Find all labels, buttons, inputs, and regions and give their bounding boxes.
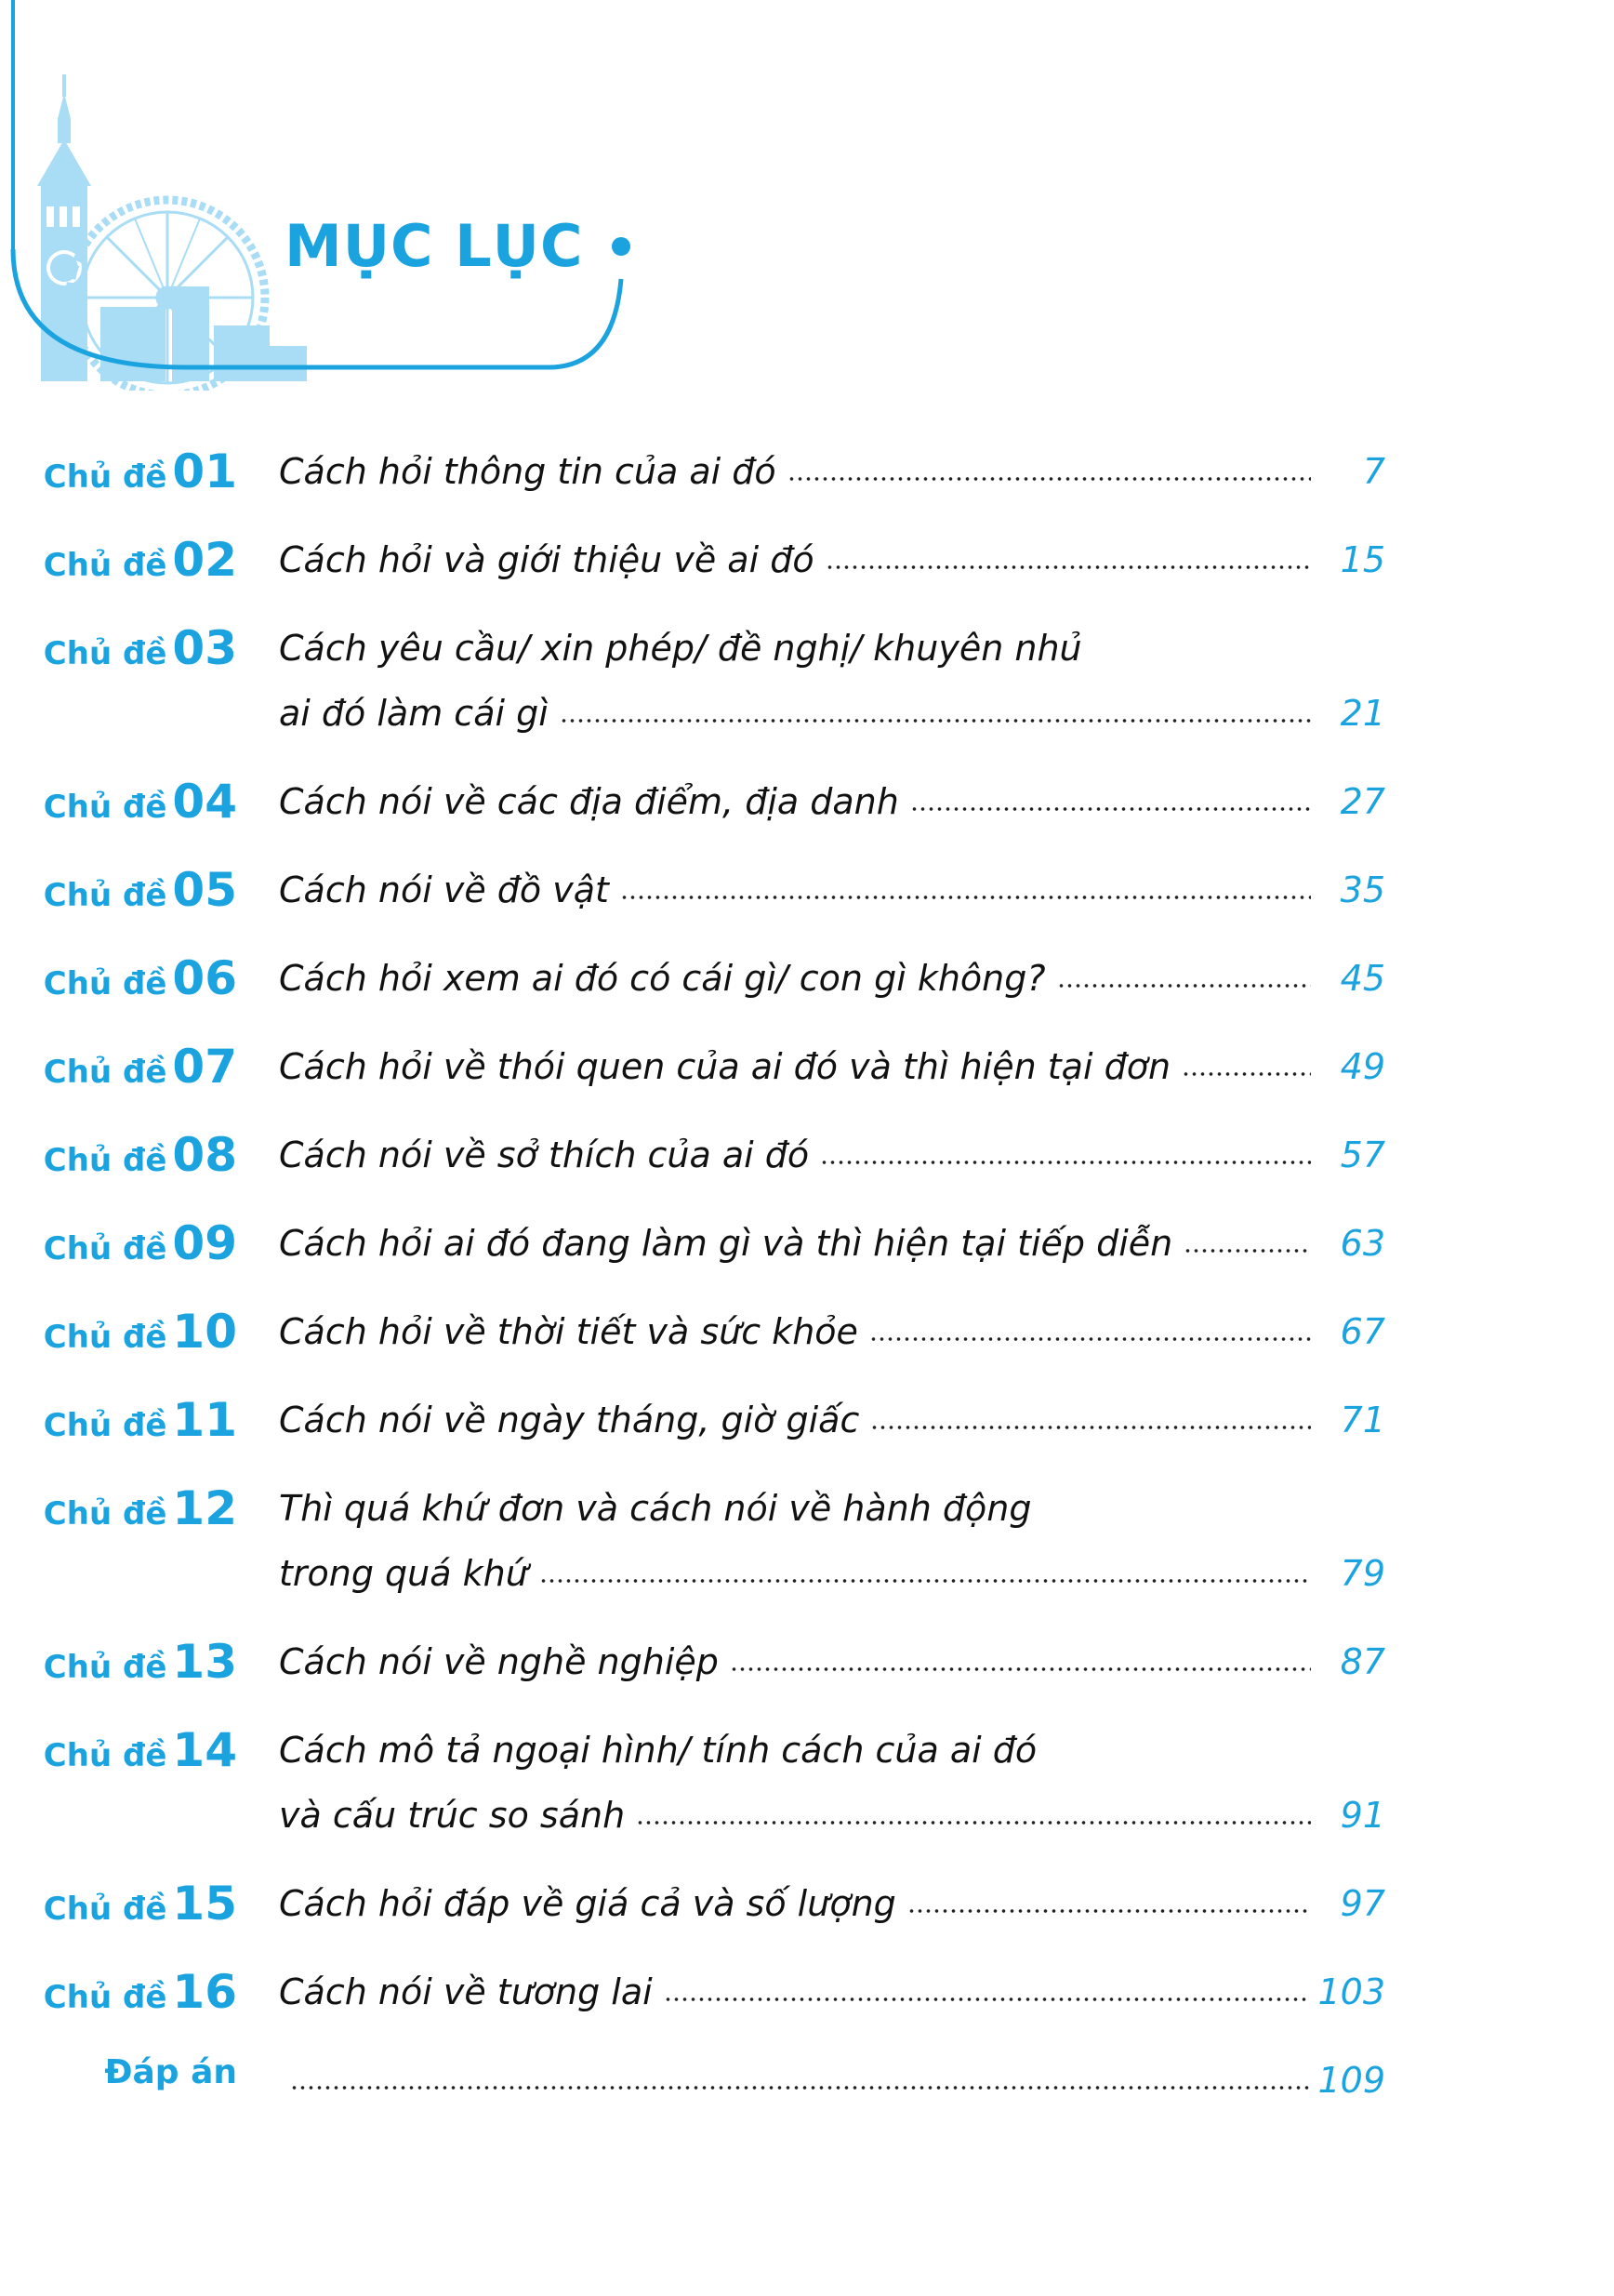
topic-word: Chủ đề <box>43 877 167 914</box>
page-title: MỤC LỤC <box>284 212 584 280</box>
toc-entry[interactable] <box>28 1635 1385 1689</box>
entry-body <box>279 533 1385 587</box>
entry-line <box>279 1546 1385 1600</box>
topic-number: 11 <box>172 1393 237 1447</box>
entry-title[interactable]: Cách hỏi và giới thiệu về ai đó <box>279 539 814 580</box>
entry-line <box>279 1216 1385 1270</box>
entry-line <box>279 621 1385 675</box>
toc-entry[interactable] <box>28 1128 1385 1182</box>
entry-title[interactable]: Cách hỏi ai đó đang làm gì và thì hiện tại tiếp diễn <box>279 1223 1173 1264</box>
entry-body <box>279 951 1385 1005</box>
entry-line <box>279 951 1385 1005</box>
page-number[interactable]: 35 <box>1340 869 1385 910</box>
page-number[interactable]: 45 <box>1340 958 1385 999</box>
topic-number: 12 <box>172 1481 237 1535</box>
entry-title[interactable]: Cách hỏi xem ai đó có cái gì/ con gì không? <box>279 958 1046 999</box>
topic-label <box>28 533 237 587</box>
toc-entry[interactable] <box>28 621 1385 740</box>
entry-line <box>279 775 1385 829</box>
topic-word: Chủ đề <box>43 1319 167 1356</box>
topic-word: Chủ đề <box>43 1979 167 2016</box>
entry-line <box>279 1040 1385 1094</box>
topic-word: Chủ đề <box>43 789 167 826</box>
entry-line <box>279 1393 1385 1447</box>
topic-number: 09 <box>172 1216 237 1270</box>
topic-label <box>28 1393 237 1447</box>
entry-body <box>279 775 1385 829</box>
toc-entry[interactable] <box>28 1723 1385 1842</box>
dot-leader <box>730 1663 1311 1676</box>
dot-leader <box>826 561 1311 574</box>
big-ben-icon <box>37 74 91 381</box>
toc-entry[interactable] <box>28 775 1385 829</box>
toc-entry[interactable] <box>28 1877 1385 1931</box>
topic-word: Chủ đề <box>43 547 167 584</box>
topic-number: 16 <box>172 1965 237 2019</box>
toc-entry[interactable] <box>28 1040 1385 1094</box>
entry-line <box>279 1723 1385 1777</box>
london-skyline-illustration <box>0 0 669 391</box>
entry-title[interactable]: Cách hỏi về thói quen của ai đó và thì hiện tại đơn <box>279 1046 1171 1087</box>
dot-leader <box>539 1574 1311 1587</box>
entry-line <box>279 1481 1385 1535</box>
toc-entry[interactable] <box>28 1305 1385 1359</box>
topic-word: Chủ đề <box>43 1142 167 1179</box>
dot-leader <box>290 2081 1310 2094</box>
topic-number: 06 <box>172 951 237 1005</box>
entry-line <box>279 863 1385 917</box>
entry-line <box>279 686 1385 740</box>
entry-body <box>279 1128 1385 1182</box>
entry-body <box>279 1723 1385 1842</box>
entry-body <box>279 1216 1385 1270</box>
entry-body <box>279 445 1385 498</box>
toc-entry[interactable] <box>28 1965 1385 2019</box>
entry-body <box>279 1305 1385 1359</box>
topic-label <box>28 1128 237 1182</box>
dot-leader <box>636 1816 1311 1829</box>
topic-number: 05 <box>172 863 237 917</box>
dot-leader <box>1182 1068 1311 1081</box>
page-number[interactable]: 57 <box>1340 1135 1385 1175</box>
toc-entry[interactable] <box>28 445 1385 498</box>
page-number[interactable]: 27 <box>1340 781 1385 822</box>
topic-label <box>28 445 237 498</box>
dot-leader <box>560 714 1311 727</box>
topic-number: 03 <box>172 621 237 675</box>
page-number[interactable]: 7 <box>1362 451 1385 492</box>
topic-number: 02 <box>172 533 237 587</box>
page-number[interactable]: 21 <box>1340 693 1385 734</box>
entry-title[interactable]: ai đó làm cái gì <box>279 693 549 734</box>
entry-body <box>279 1040 1385 1094</box>
entry-line <box>279 1305 1385 1359</box>
dot-leader <box>869 1333 1311 1346</box>
table-of-contents <box>28 445 1385 2142</box>
topic-word: Chủ đề <box>43 1054 167 1091</box>
entry-line <box>279 533 1385 587</box>
topic-word: Chủ đề <box>43 1649 167 1686</box>
page-number[interactable]: 63 <box>1340 1223 1385 1264</box>
topic-label <box>28 1723 237 1777</box>
entry-line <box>279 2053 1385 2107</box>
topic-word: Chủ đề <box>43 458 167 496</box>
topic-label <box>28 621 237 675</box>
entry-title[interactable]: Cách hỏi thông tin của ai đó <box>279 451 776 492</box>
topic-label <box>28 1305 237 1359</box>
entry-title[interactable]: Cách nói về sở thích của ai đó <box>279 1135 810 1175</box>
page-number[interactable]: 103 <box>1317 1971 1385 2012</box>
entry-line <box>279 1877 1385 1931</box>
topic-label <box>28 1877 237 1931</box>
entry-body <box>279 621 1385 740</box>
entry-title[interactable]: Cách nói về đồ vật <box>279 869 609 910</box>
dot-leader <box>870 1421 1311 1434</box>
entry-body <box>279 1481 1385 1600</box>
topic-label <box>28 951 237 1005</box>
entry-body <box>279 863 1385 917</box>
answers-label <box>28 2053 237 2107</box>
topic-label <box>28 1635 237 1689</box>
toc-entry[interactable] <box>28 533 1385 587</box>
dot-leader <box>620 891 1311 904</box>
topic-number: 04 <box>172 775 237 829</box>
topic-number: 10 <box>172 1305 237 1359</box>
entry-body <box>279 1877 1385 1931</box>
entry-body <box>279 1965 1385 2019</box>
dot-leader <box>1184 1244 1311 1257</box>
entry-title[interactable]: Cách hỏi về thời tiết và sức khỏe <box>279 1311 858 1352</box>
topic-word: Chủ đề <box>43 1495 167 1533</box>
page-number[interactable]: 71 <box>1340 1400 1385 1440</box>
page-number[interactable]: 97 <box>1340 1883 1385 1924</box>
entry-title[interactable]: Cách mô tả ngoại hình/ tính cách của ai đó <box>279 1730 1038 1771</box>
entry-line <box>279 445 1385 498</box>
page-number[interactable]: 91 <box>1340 1795 1385 1836</box>
topic-label <box>28 1216 237 1270</box>
page-number[interactable]: 109 <box>1317 2060 1385 2101</box>
entry-body <box>279 1635 1385 1689</box>
curve-end-dot-icon <box>612 237 630 256</box>
entry-line <box>279 1788 1385 1842</box>
dot-leader <box>787 472 1311 485</box>
topic-word: Chủ đề <box>43 1737 167 1774</box>
entry-title[interactable]: Cách nói về tương lai <box>279 1971 653 2012</box>
entry-title[interactable]: Cách nói về các địa điểm, địa danh <box>279 781 899 822</box>
entry-title[interactable]: trong quá khứ <box>279 1553 528 1594</box>
topic-number: 15 <box>172 1877 237 1931</box>
page-number[interactable]: 67 <box>1340 1311 1385 1352</box>
page-number[interactable]: 15 <box>1340 539 1385 580</box>
topic-label <box>28 775 237 829</box>
entry-line <box>279 1128 1385 1182</box>
toc-entry[interactable] <box>28 863 1385 917</box>
topic-word: Chủ đề <box>43 635 167 672</box>
entry-title[interactable]: Cách yêu cầu/ xin phép/ đề nghị/ khuyên nhủ <box>279 628 1082 669</box>
dot-leader <box>907 1904 1311 1918</box>
page-number[interactable]: 87 <box>1340 1641 1385 1682</box>
toc-entry[interactable] <box>28 951 1385 1005</box>
topic-word: Chủ đề <box>43 1407 167 1444</box>
answers-label-text: Đáp án <box>104 2053 237 2091</box>
entry-title[interactable]: Cách nói về nghề nghiệp <box>279 1641 719 1682</box>
page-number[interactable]: 79 <box>1340 1553 1385 1594</box>
entry-line <box>279 1965 1385 2019</box>
topic-label <box>28 1481 237 1535</box>
page-number[interactable]: 49 <box>1340 1046 1385 1087</box>
toc-entry-answers[interactable] <box>28 2053 1385 2107</box>
entry-title[interactable]: Cách nói về ngày tháng, giờ giấc <box>279 1400 860 1440</box>
entry-title[interactable]: Cách hỏi đáp về giá cả và số lượng <box>279 1883 896 1924</box>
topic-word: Chủ đề <box>43 1891 167 1928</box>
toc-entry[interactable] <box>28 1481 1385 1600</box>
entry-title[interactable]: Thì quá khứ đơn và cách nói về hành động <box>279 1488 1032 1529</box>
toc-entry[interactable] <box>28 1216 1385 1270</box>
dot-leader <box>910 803 1311 816</box>
topic-number: 13 <box>172 1635 237 1689</box>
topic-label <box>28 1965 237 2019</box>
topic-label <box>28 863 237 917</box>
topic-word: Chủ đề <box>43 1230 167 1267</box>
dot-leader <box>1057 979 1311 992</box>
dot-leader <box>820 1156 1311 1169</box>
entry-title[interactable]: và cấu trúc so sánh <box>279 1795 626 1836</box>
entry-line <box>279 1635 1385 1689</box>
entry-body <box>279 2053 1385 2107</box>
topic-number: 07 <box>172 1040 237 1094</box>
topic-number: 01 <box>172 445 237 498</box>
dot-leader <box>664 1993 1311 2006</box>
topic-number: 08 <box>172 1128 237 1182</box>
entry-body <box>279 1393 1385 1447</box>
topic-number: 14 <box>172 1723 237 1777</box>
topic-word: Chủ đề <box>43 965 167 1002</box>
topic-label <box>28 1040 237 1094</box>
toc-entry[interactable] <box>28 1393 1385 1447</box>
